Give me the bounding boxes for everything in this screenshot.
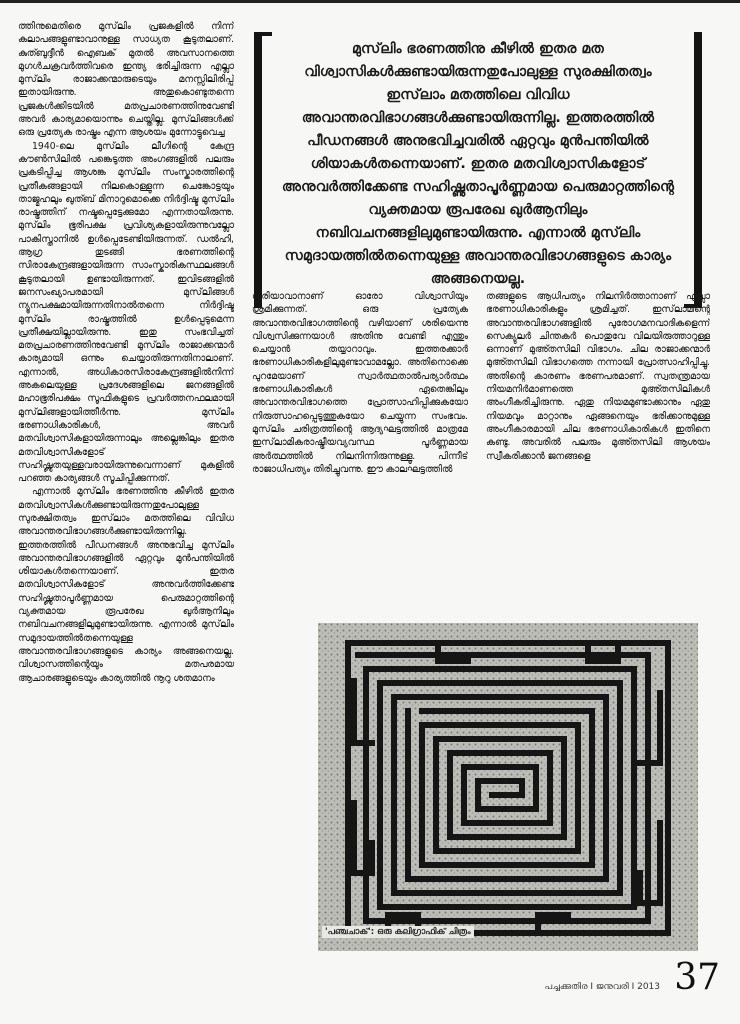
footer-separator-2: I (631, 982, 635, 992)
right-column (486, 290, 710, 592)
middle-column (252, 290, 468, 592)
pull-quote-bracket-right (694, 32, 702, 308)
pull-quote-text: മുസ്‌ലിം ഭരണത്തിനു കീഴിൽ ഇതര മത വിശ്വാസികൾക്കുണ്ടായിരുന്നതുപോലുള്ള സുരക്ഷിതത്വം ഇസ്‌ലാം മതത്തിലെ വിവിധ അവാന്തരവിഭാഗങ്ങൾക്കുണ്ടായിരുന്നില്ല. ഇത്തരത്തിൽ പീഡനങ്ങൾ അനുഭവിച്ചവരിൽ ഏറ്റവും മുൻപന്തിയിൽ ശിയാകൾതന്നെയാണ്. ഇതര മതവിശ്വാസികളോട് അനുവർത്തിക്കേണ്ട സഹിഷ്ണുതാപൂർണ്ണമായ പെരുമാറ്റത്തിന്റെ വ്യക്തമായ രൂപരേഖ ഖുർആനിലും നബിവചനങ്ങളിലുമുണ്ടായിരുന്നു. എന്നാൽ മുസ്‌ലിം സമുദായത്തിൽതന്നെയുള്ള അവാന്തരവിഭാഗങ്ങളുടെ കാര്യം അങ്ങനെയല്ല. (281, 41, 675, 287)
footer-year: 2013 (637, 982, 660, 992)
left-column (18, 20, 234, 962)
footer-publication: പച്ചക്കുതിര (544, 982, 588, 992)
middle-paragraph: ശരിയാവാനാണ് ഓരോ വിശ്വാസിയും ശ്രമിക്കുന്നത്. ഒരു പ്രത്യേക അവാന്തരവിഭാഗത്തിന്റെ വഴിയാണ് ശരിയെന്നു വിശ്വസിക്കുന്നയാൾ അതിനു വേണ്ടി എന്തും ചെയ്യാൻ തയ്യാറാവും. ഇത്തരക്കാർ ഭരണാധികാരികളിലുമുണ്ടാവാമല്ലോ. അതിനൊക്കെ പുറമേയാണ് സ്വാർത്ഥതാൽപര്യാർത്ഥം ഭരണാധികാരികൾ ഏതെങ്കിലും അവാന്തരവിഭാഗത്തെ പ്രോത്സാഹിപ്പിക്കുകയോ നിരുത്സാഹപ്പെടുത്തുകയോ ചെയ്യുന്ന സംഭവം. മുസ്‌ലിം ചരിത്രത്തിന്റെ ആദ്യഘട്ടത്തിൽ മാത്രമേ ഇസ്‌ലാമികരാഷ്ട്രീയവ്യവസ്ഥ പൂർണ്ണമായ അർത്ഥത്തിൽ നിലനിന്നിരുന്നുള്ളൂ. പിന്നീട് രാജാധിപത്യം തിരിച്ചുവന്നു. ഈ കാലഘട്ടത്തിൽ (252, 291, 468, 475)
calligraphy-image (318, 623, 698, 951)
page-footer (300, 958, 720, 998)
figure-caption: 'പഞ്ചചാക്': ഒരു കലിഗ്രാഫിക് ചിത്രം (322, 926, 474, 938)
top-rule (0, 0, 740, 3)
footer-separator-1: I (590, 982, 594, 992)
left-paragraph-1: ത്തിനുമെതിരെ മുസ്‌ലിം പ്രജകളിൽ നിന്ന് കലാപങ്ങളുണ്ടാവാനുള്ള സാധ്യത കൂടുതലാണ്. കുത്ബുദ്ദീൻ ഐബക് മുതൽ അവസാനത്തെ മുഗൾചക്രവർത്തിവരെ ഇന്ത്യ ഭരിച്ചിരുന്ന എല്ലാ മുസ്‌ലിം രാജാക്കന്മാരുടെയും മനസ്സിലിരിപ്പ് ഇതായിരുന്നു. അതുകൊണ്ടുതന്നെ പ്രജകൾക്കിടയിൽ മതപ്രചാരണത്തിനുവേണ്ടി അവർ കാര്യമായൊന്നും ചെയ്തില്ല. മുസ്‌ലിങ്ങൾക്ക് ഒരു പ്രത്യേക രാഷ്ട്രം എന്ന ആശയം മുന്നോട്ടുവെച്ച (18, 21, 234, 139)
pull-quote-bracket-left (254, 32, 262, 308)
footer-month: ജനുവരി (595, 982, 629, 992)
left-paragraph-2: 1940-ലെ മുസ്‌ലിം ലീഗിന്റെ കേന്ദ്ര കൗൺസിലിൽ പങ്കെടുത്ത അംഗങ്ങളിൽ പലരും പ്രകടിപ്പിച്ച ആശങ്ക മുസ്‌ലിം സംസ്കാരത്തിന്റെ പ്രതീകങ്ങളായി നിലകൊള്ളുന്ന ചെങ്കോട്ടയും താജ്മഹലും ഖുത്ബ് മിനാറുമൊക്കെ നിർദ്ദിഷ്ട മുസ്‌ലിം രാഷ്ട്രത്തിന് നഷ്ടപ്പെട്ടേക്കുമോ എന്നതായിരുന്നു. മുസ്‌ലിം ഭൂരിപക്ഷ പ്രവിശ്യകളായിരുന്നുവല്ലോ പാകിസ്താനിൽ ഉൾപ്പെടേണ്ടിയിരുന്നത്. ഡൽഹി, ആഗ്ര തുടങ്ങി ഭരണത്തിന്റെ സിരാകേന്ദ്രങ്ങളായിരുന്ന സാംസ്കാരികസ്ഥലങ്ങൾ കൂടുതലായി ഉണ്ടായിരുന്നത്. ഇവിടങ്ങളിൽ ജനസംഖ്യാപരമായി മുസ്‌ലിങ്ങൾ ന്യൂനപക്ഷമായിരുന്നതിനാൽതന്നെ നിർദ്ദിഷ്ട മുസ്‌ലിം രാഷ്ട്രത്തിൽ ഉൾപ്പെടുമെന്ന പ്രതീക്ഷയില്ലായിരുന്നു. ഇതു സംഭവിച്ചത് മതപ്രചാരണത്തിനുവേണ്ടി മുസ്‌ലിം രാജാക്കന്മാർ കാര്യമായി ഒന്നും ചെയ്യാതിരുന്നതിനാലാണ്. എന്നാൽ, അധികാരസിരാകേന്ദ്രങ്ങളിൽനിന്ന് അകലെയുള്ള പ്രദേശങ്ങളിലെ ജനങ്ങളിൽ മഹാഭൂരിപക്ഷം സൂഫികളുടെ പ്രവർത്തനഫലമായി മുസ്‌ലിങ്ങളായിത്തീർന്നു. മുസ്‌ലിം ഭരണാധികാരികൾ, അവർ മതവിശ്വാസികളായിരുന്നാലും അല്ലെങ്കിലും ഇതര മതവിശ്വാസികളോട് സഹിഷ്ണുതയുള്ളവരായിരുന്നുവെന്നാണ് മുകളിൽ പറഞ്ഞ കാര്യങ്ങൾ സൂചിപ്പിക്കുന്നത്. (18, 140, 234, 485)
page-number: 37 (674, 957, 720, 998)
calligraphy-figure (318, 623, 698, 951)
right-paragraph: തങ്ങളുടെ ആധിപത്യം നിലനിർത്താനാണ് എല്ലാ ഭരണാധികാരികളും ശ്രമിച്ചത്. ഇസ്‌ലാമിന്റെ അവാന്തരവിഭാഗങ്ങളിൽ പുരോഗമനവാദികളെന്ന് സെക്യുലർ ചിന്തകർ പൊതുവേ വിലയിരുത്താറുള്ള ഒന്നാണ് മുഅ്തസിലി വിഭാഗം. ചില രാജാക്കന്മാർ മുഅ്തസിലി വിഭാഗത്തെ നന്നായി പ്രോത്സാഹിപ്പിച്ചു. അതിന്റെ കാരണം ഭരണപരമാണ്. സ്വതന്ത്രമായ നിയമനിർമാണത്തെ മുഅ്തസിലികൾ അംഗീകരിച്ചിരുന്നു. ഏതു നിയമമുണ്ടാക്കാനും ഏതു നിയമവും മാറ്റാനും ഏങ്ങനെയും ഭരിക്കാനുമുള്ള അംഗീകാരമായി ചില ഭരണാധികാരികൾ ഇതിനെ കണ്ടു. അവരിൽ പലരും മുഅ്തസിലി ആശയം സ്വീകരിക്കാൻ ജനങ്ങളെ (486, 291, 710, 462)
pull-quote (254, 28, 702, 314)
pull-quote-bracket-left-tick (254, 32, 272, 36)
footer-meta (545, 982, 660, 992)
left-paragraph-3: എന്നാൽ മുസ്‌ലിം ഭരണത്തിനു കീഴിൽ ഇതര മതവിശ്വാസികൾക്കുണ്ടായിരുന്നതുപോലുള്ള സുരക്ഷിതത്വം ഇസ്‌ലാം മതത്തിലെ വിവിധ അവാന്തരവിഭാഗങ്ങൾക്കുണ്ടായിരുന്നില്ല. ഇത്തരത്തിൽ പീഡനങ്ങൾ അനുഭവിച്ച മുസ്‌ലിം അവാന്തരവിഭാഗങ്ങളിൽ ഏറ്റവും മുൻപന്തിയിൽ ശിയാകൾതന്നെയാണ്. ഇതര മതവിശ്വാസികളോട് അനുവർത്തിക്കേണ്ട സഹിഷ്ണുതാപൂർണ്ണമായ പെരുമാറ്റത്തിന്റെ വ്യക്തമായ രൂപരേഖ ഖുർആനിലും നബിവചനങ്ങളിലുമുണ്ടായിരുന്നു. എന്നാൽ മുസ്‌ലിം സമുദായത്തിൽതന്നെയുള്ള അവാന്തരവിഭാഗങ്ങളുടെ കാര്യം അങ്ങനെയല്ല. വിശ്വാസത്തിന്റെയും മതപരമായ ആചാരങ്ങളുടെയും കാര്യത്തിൽ നൂറു ശതമാനം (18, 486, 234, 684)
